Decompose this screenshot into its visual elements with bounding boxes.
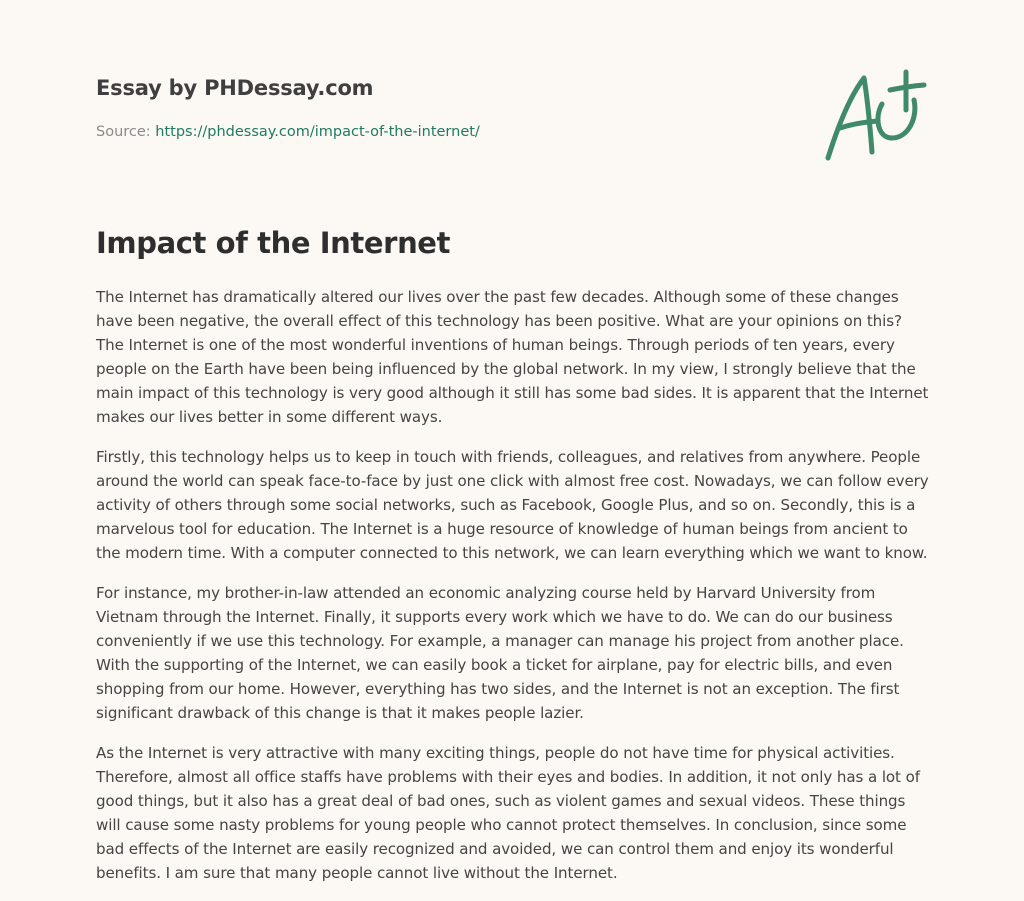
essay-paragraph: For instance, my brother-in-law attended an economic analyzing course held by Harvard University from Vietnam through the Internet. Finally, it supports every work which we have to do. We can do our business conveniently if we use this technology. For example, a manager can manage his project from another place. With the supporting of the Internet, we can easily book a ticket for airplane, pay for electric bills, and even shopping from our home. However, everything has two sides, and the Internet is not an exception. The first significant drawback of this change is that it makes people lazier. — [96, 584, 904, 722]
source-link[interactable]: https://phdessay.com/impact-of-the-internet/ — [155, 124, 480, 140]
source-label: Source: — [96, 124, 156, 140]
essay-title: Impact of the Internet — [96, 226, 451, 260]
essay-paragraph: The Internet has dramatically altered our lives over the past few decades. Although some of these changes have been negative, the overall effect of this technology has been positive. What are your opinions on this? The Internet is one of the most wonderful inventions of human beings. Through periods of ten years, every people on the Earth have been being influenced by the global network. In my view, I strongly believe that the main impact of this technology is very good although it still has some bad sides. It is apparent that the Internet makes our lives better in some different ways. — [96, 288, 929, 426]
source-line — [96, 124, 480, 140]
essay-body — [96, 285, 930, 901]
essay-paragraph: Firstly, this technology helps us to keep in touch with friends, colleagues, and relatives from anywhere. People around the world can speak face-to-face by just one click with almost free cost. Nowadays, we can follow every activity of others through some social networks, such as Facebook, Google Plus, and so on. Secondly, this is a marvelous tool for education. The Internet is a huge resource of knowledge of human beings from ancient to the modern time. With a computer connected to this network, we can learn everything which we want to know. — [96, 448, 929, 562]
essay-paragraph: As the Internet is very attractive with many exciting things, people do not have time for physical activities. Therefore, almost all office staffs have problems with their eyes and bodies. In addition, it not only has a lot of good things, but it also has a great deal of bad ones, such as violent games and sexual videos. These things will cause some nasty problems for young people who cannot protect themselves. In conclusion, since some bad effects of the Internet are easily recognized and avoided, we can control them and enjoy its wonderful benefits. I am sure that many people cannot live without the Internet. — [96, 744, 920, 882]
site-title: Essay by PHDessay.com — [96, 76, 374, 100]
a-plus-logo-icon — [820, 66, 930, 166]
